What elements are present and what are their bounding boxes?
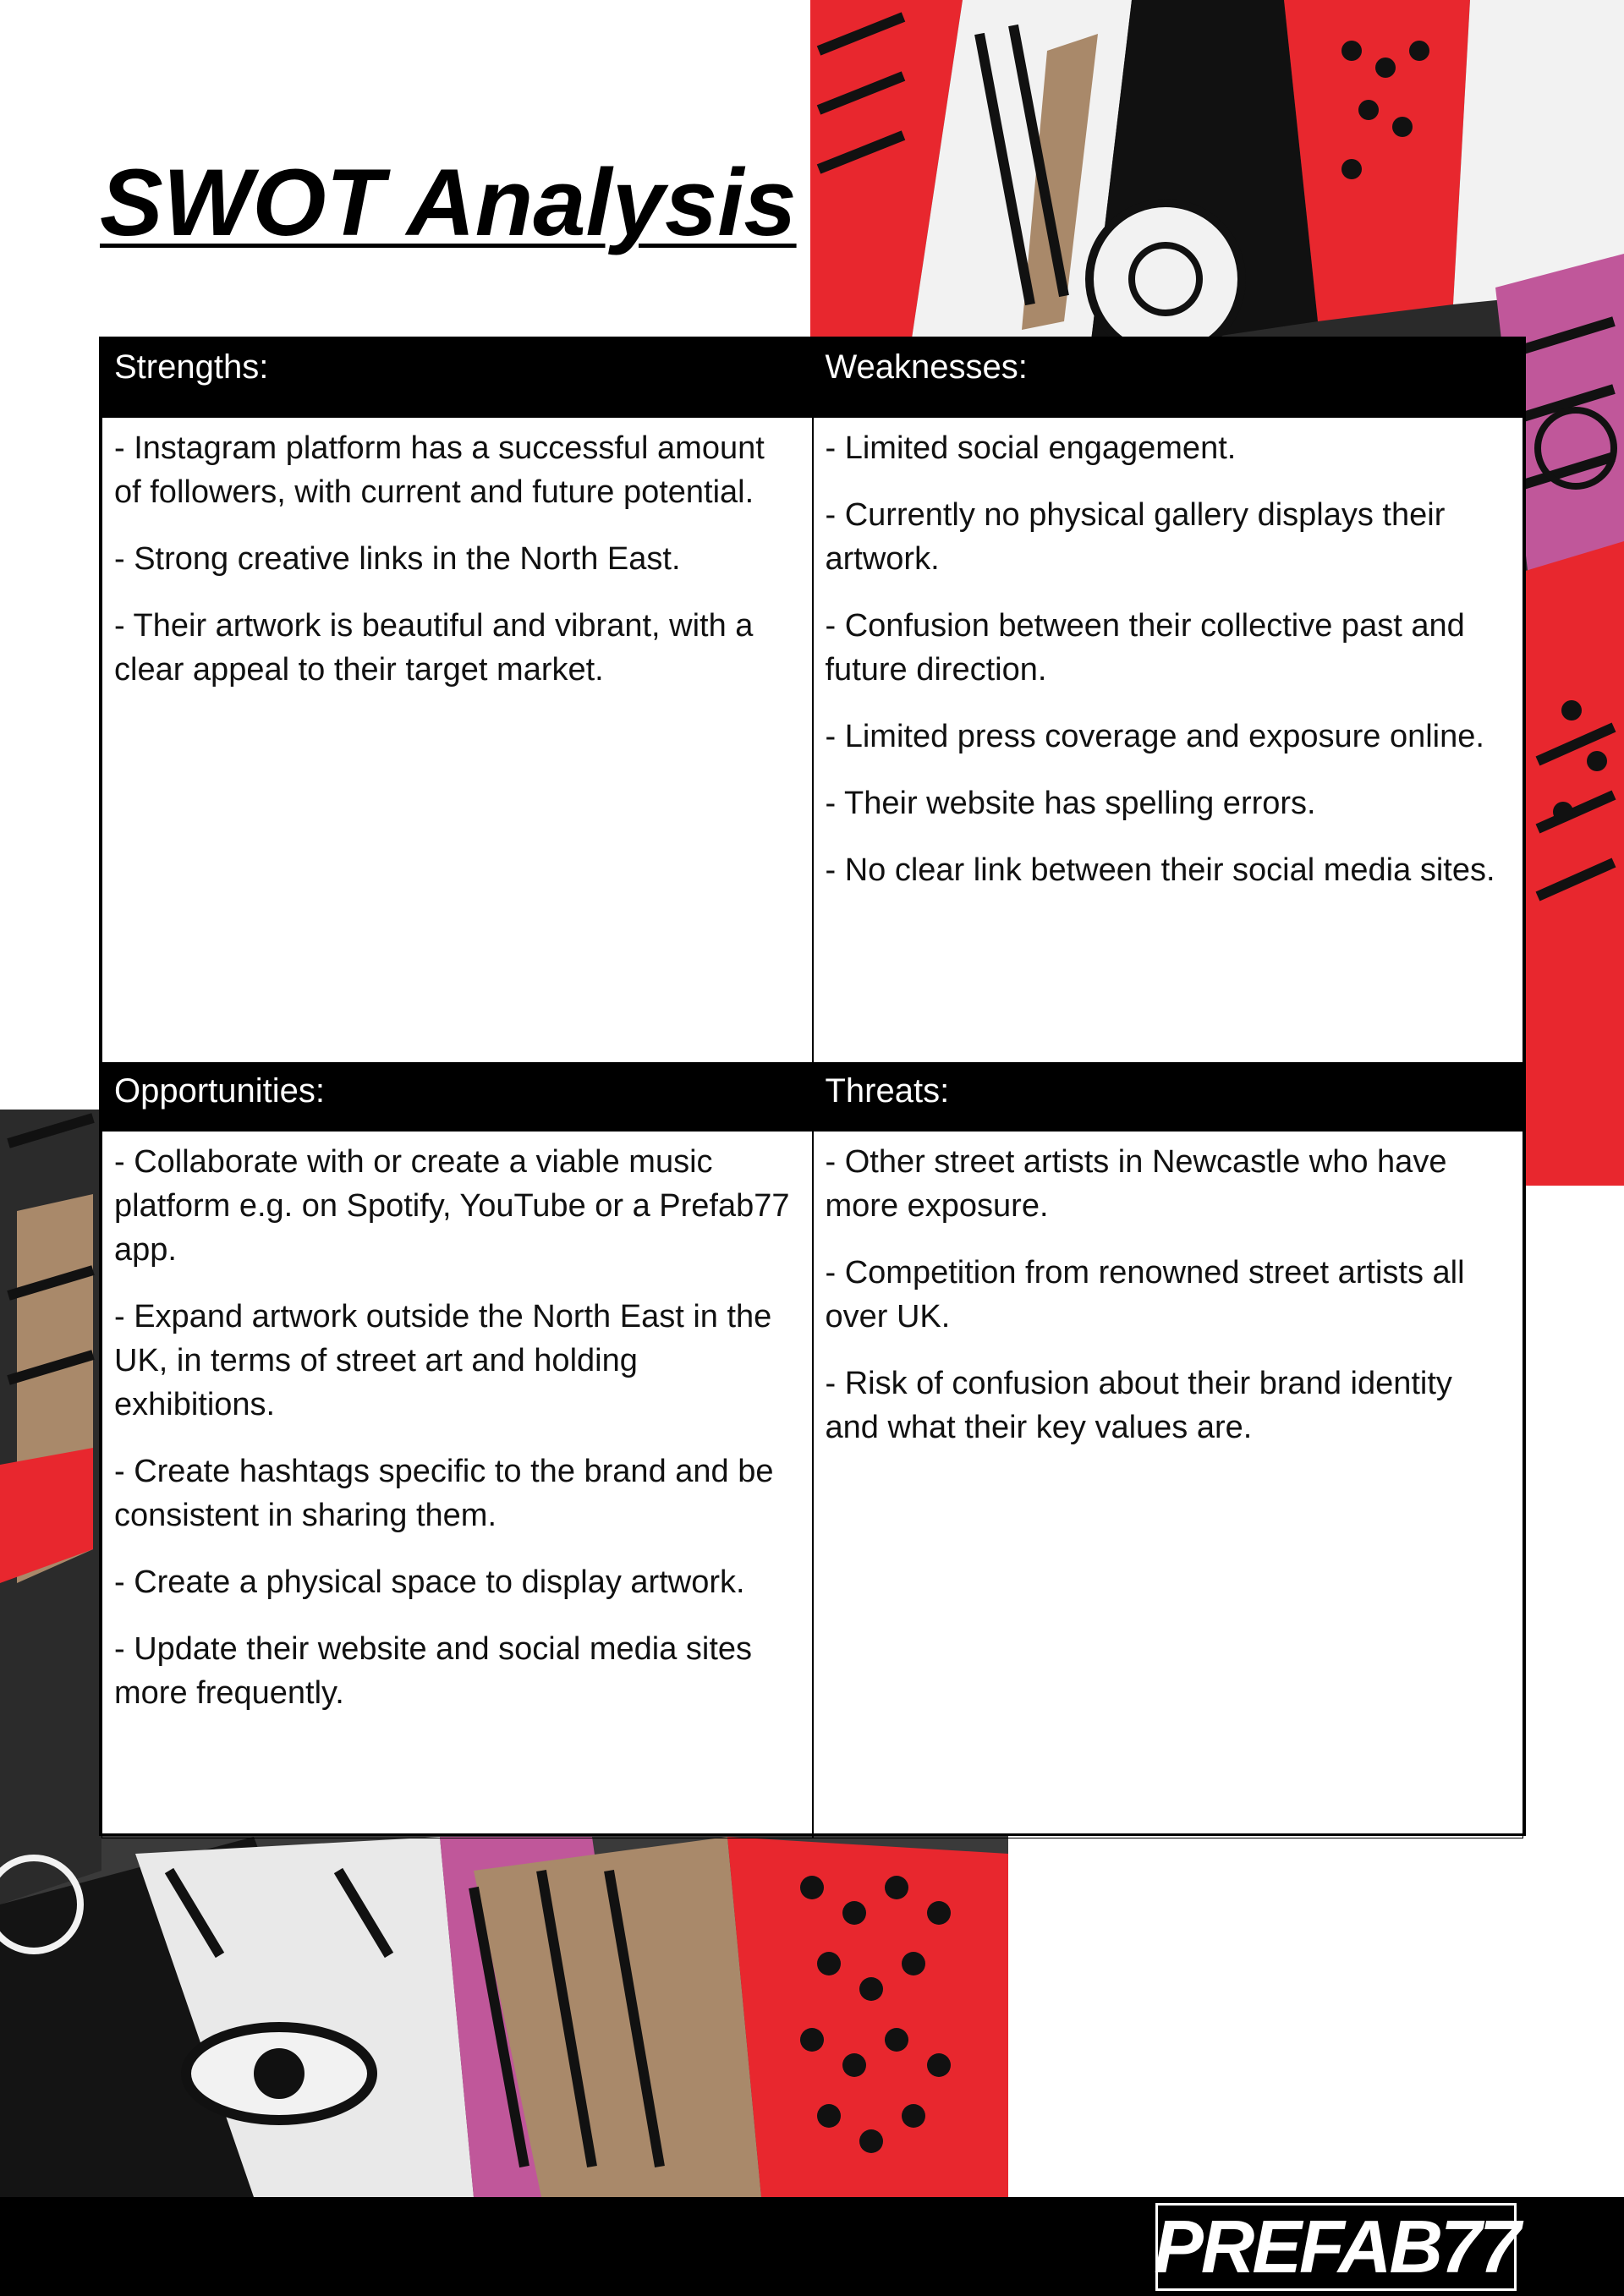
- page-title: SWOT Analysis: [100, 150, 797, 255]
- list-item: - Limited press coverage and exposure online.: [825, 719, 1484, 754]
- list-item: - Their artwork is beautiful and vibrant, with a clear appeal to their target market.: [114, 608, 754, 688]
- list-item: - Other street artists in Newcastle who have more exposure.: [825, 1144, 1447, 1224]
- list-item: - Update their website and social media sites more frequently.: [114, 1631, 753, 1711]
- weaknesses-quadrant: [813, 339, 1524, 1063]
- list-item: - Create a physical space to display artwork.: [114, 1564, 745, 1600]
- list-item: - Instagram platform has a successful amount of followers, with current and future potential.: [114, 430, 765, 510]
- strengths-list: [102, 418, 812, 715]
- list-item: - Collaborate with or create a viable music platform e.g. on Spotify, YouTube or a Prefab77 app.: [114, 1144, 790, 1268]
- swot-grid: [99, 337, 1526, 1836]
- prefab77-logo: PREFAB77: [1155, 2203, 1517, 2291]
- list-item: - Strong creative links in the North East.: [114, 541, 681, 577]
- weaknesses-list: [814, 418, 1523, 915]
- list-item: - Currently no physical gallery displays their artwork.: [825, 497, 1446, 577]
- strengths-quadrant: [102, 339, 813, 1063]
- opportunities-heading: Opportunities:: [102, 1064, 812, 1132]
- weaknesses-heading: Weaknesses:: [814, 340, 1523, 418]
- list-item: - Create hashtags specific to the brand and be consistent in sharing them.: [114, 1454, 774, 1533]
- list-item: - No clear link between their social media sites.: [825, 852, 1495, 888]
- list-item: - Their website has spelling errors.: [825, 786, 1316, 821]
- strengths-heading: Strengths:: [102, 340, 812, 418]
- list-item: - Confusion between their collective past and future direction.: [825, 608, 1465, 688]
- list-item: - Risk of confusion about their brand identity and what their key values are.: [825, 1366, 1452, 1445]
- list-item: - Competition from renowned street artists all over UK.: [825, 1255, 1465, 1334]
- threats-list: [814, 1132, 1523, 1472]
- threats-heading: Threats:: [814, 1064, 1523, 1132]
- threats-quadrant: [813, 1063, 1524, 1838]
- list-item: - Limited social engagement.: [825, 430, 1237, 466]
- opportunities-quadrant: [102, 1063, 813, 1838]
- list-item: - Expand artwork outside the North East in the UK, in terms of street art and holding exhibitions.: [114, 1299, 772, 1422]
- opportunities-list: [102, 1132, 812, 1738]
